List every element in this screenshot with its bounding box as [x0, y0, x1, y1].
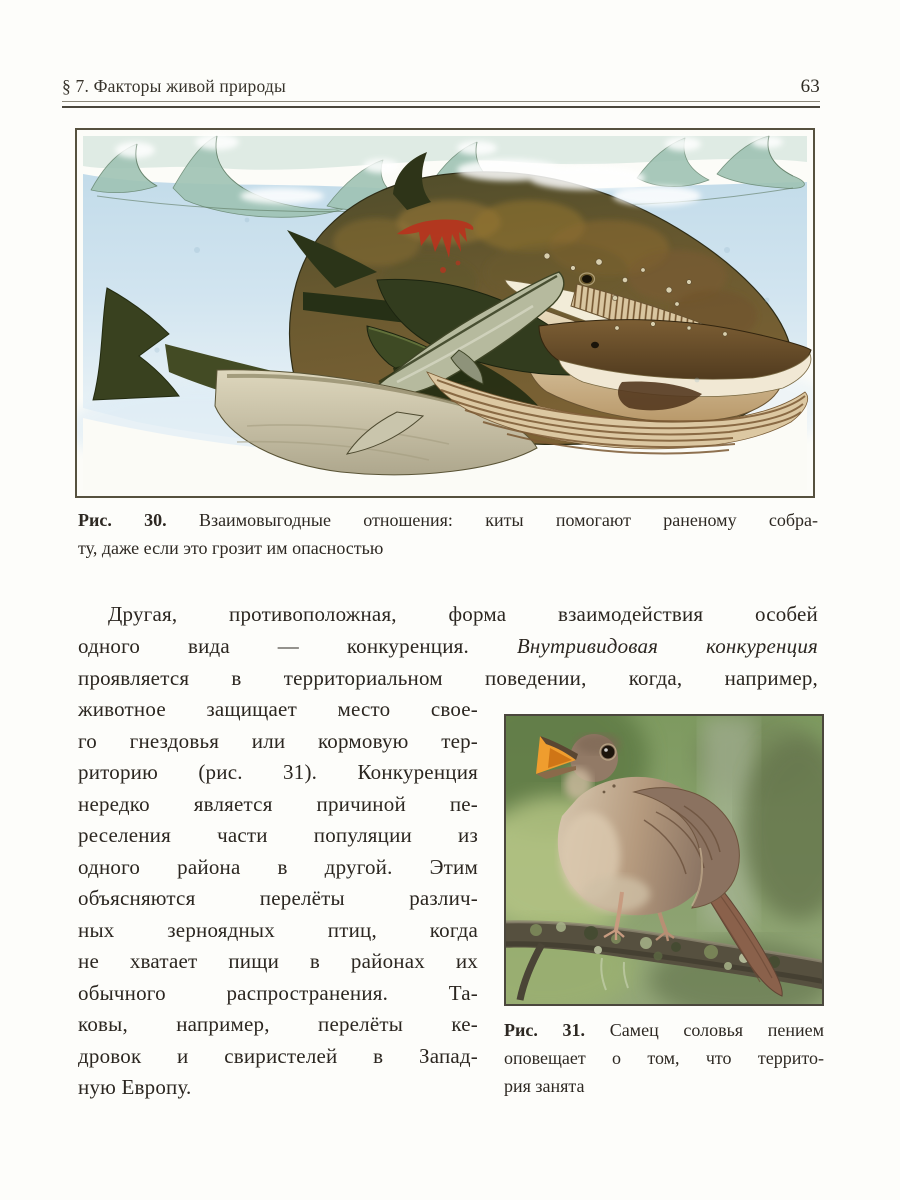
figure31-caption-line: оповещает о том, что террито- — [504, 1048, 824, 1068]
figure30-caption-line: ту, даже если это грозит им опасностью — [78, 538, 384, 558]
body-line: животное защищает место свое- — [78, 697, 478, 721]
whales-illustration — [77, 130, 813, 496]
header-rule — [62, 101, 820, 108]
figure31-caption — [504, 1016, 824, 1100]
running-header — [62, 76, 820, 98]
section-heading: § 7. Факторы живой природы — [62, 76, 286, 96]
figure31-label: Рис. 31. — [504, 1020, 586, 1040]
figure30-caption — [78, 506, 818, 562]
figure31-caption-line: Рис. 31. Самец соловья пением — [504, 1020, 825, 1040]
page-number: 63 — [800, 76, 820, 97]
body-line: дровок и свиристелей в Запад- — [78, 1043, 478, 1068]
body-line: проявляется в территориальном поведении, когда, например, — [78, 666, 818, 690]
body-line: нередко является причиной пе- — [78, 791, 478, 816]
figure31-frame — [504, 714, 824, 1006]
body-line: одного района в другой. Этим — [78, 854, 478, 879]
emphasis-term: Внутривидовая конкуренция — [516, 634, 818, 658]
body-line: риторию (рис. 31). Конкуренция — [78, 760, 478, 784]
body-line: объясняются перелёты различ- — [78, 886, 478, 910]
figure30-label: Рис. 30. — [78, 510, 167, 530]
intro-paragraph — [78, 598, 818, 694]
left-text-column — [78, 694, 478, 1104]
body-line: одного вида — конкуренция. Внутривидовая конкуренция — [78, 634, 818, 658]
figure31-caption-line: рия занята — [504, 1076, 585, 1096]
nightingale-photo — [506, 716, 822, 1004]
figure30-frame — [75, 128, 815, 498]
body-line: ковы, например, перелёты ке- — [78, 1012, 478, 1036]
body-line: го гнездовья или кормовую тер- — [78, 728, 478, 753]
body-line: Другая, противоположная, форма взаимодействия особей — [108, 602, 818, 626]
bird-eye — [600, 744, 616, 760]
body-line: реселения части популяции из — [78, 823, 478, 847]
figure30-caption-line: Рис. 30. Взаимовыгодные отношения: киты помогают раненому собра- — [78, 510, 818, 530]
body-line: обычного распространения. Та- — [78, 980, 478, 1005]
body-line: ную Европу. — [78, 1075, 192, 1099]
body-line: не хватает пищи в районах их — [78, 949, 478, 973]
body-line: ных зерноядных птиц, когда — [78, 917, 478, 942]
